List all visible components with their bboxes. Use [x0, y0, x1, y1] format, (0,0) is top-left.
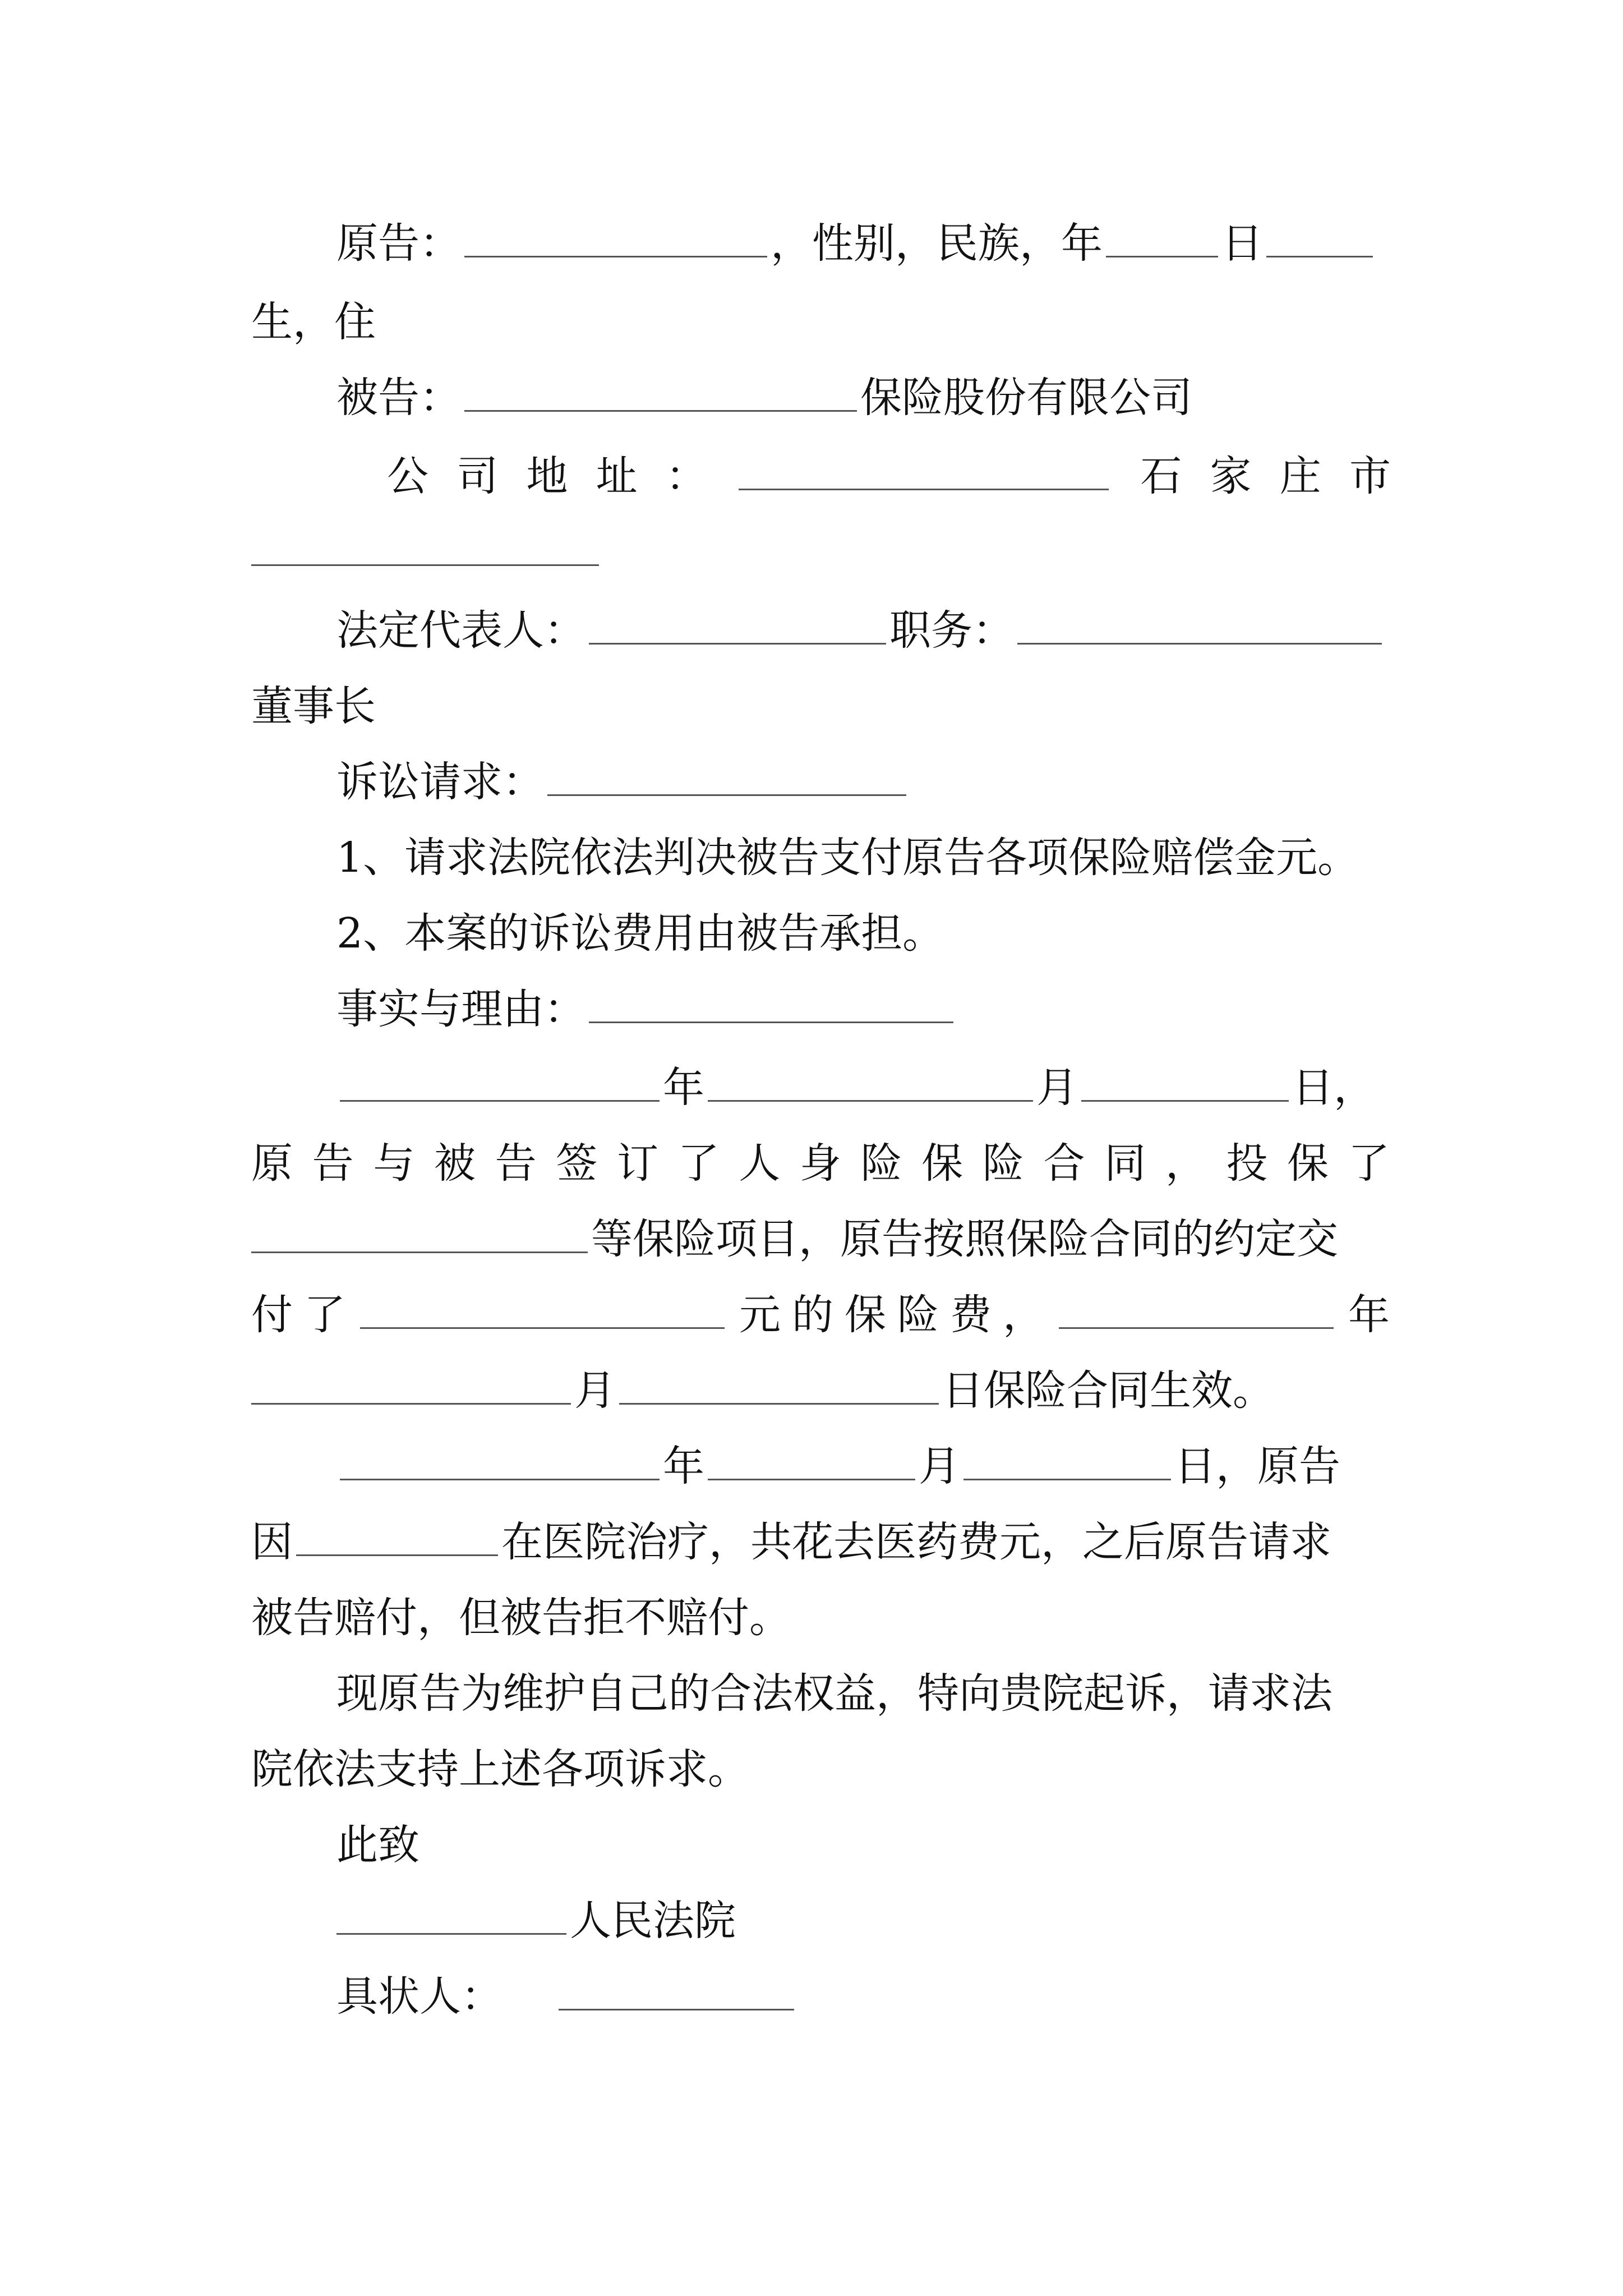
contract-char: 订 [616, 1139, 658, 1188]
legal-rep-line [336, 592, 1391, 669]
contract-char: 与 [373, 1139, 415, 1188]
salutation-line [336, 1806, 1391, 1884]
claim-1 [336, 819, 1391, 896]
contract-char: 保 [1287, 1139, 1329, 1188]
premium-amount-blank[interactable] [360, 1291, 725, 1329]
position-value: 董事长 [251, 682, 376, 730]
plaintiff-residence: 生，住 [251, 298, 376, 346]
year-char: 年 [1348, 1291, 1390, 1339]
premium-char: ， [1003, 1291, 1044, 1339]
contract-char: ， [1165, 1139, 1207, 1188]
claims-blank[interactable] [547, 758, 906, 796]
effective-day-blank[interactable] [619, 1367, 939, 1405]
address-char: ： [665, 452, 707, 500]
position-value-line [251, 668, 1390, 745]
facts-blank[interactable] [589, 986, 953, 1023]
year-char: 年 [663, 1064, 704, 1112]
effective-text: 日保险合同生效。 [942, 1366, 1274, 1415]
contract-month-blank[interactable] [708, 1064, 1033, 1102]
month-char: 月 [919, 1442, 960, 1490]
claims-label: 诉讼请求： [336, 758, 544, 806]
plaintiff-line [336, 205, 1391, 282]
contract-char: 同 [1104, 1139, 1146, 1188]
address-char: 地 [526, 452, 568, 500]
treatment-line [251, 1503, 1390, 1581]
contract-char: 被 [434, 1139, 476, 1188]
defendant-suffix: 保险股份有限公司 [860, 374, 1192, 422]
conclusion-text-2: 院依法支持上述各项诉求。 [251, 1745, 749, 1793]
effective-month-blank[interactable] [251, 1367, 571, 1405]
plaintiff-label: 原告： [336, 219, 461, 268]
city-char: 石 [1140, 452, 1182, 500]
plaintiff-info: ，性别，民族，年 [771, 219, 1103, 268]
legal-rep-label: 法定代表人： [336, 606, 585, 655]
position-blank[interactable] [1017, 607, 1382, 645]
salutation-text: 此致 [336, 1821, 419, 1869]
claim-2-text: 2、本案的诉讼费用由被告承担。 [336, 909, 944, 958]
insurance-items-text: 等保险项目，原告按照保险合同的约定交 [591, 1215, 1338, 1263]
contract-char: 投 [1226, 1139, 1268, 1188]
facts-label: 事实与理由： [336, 985, 585, 1033]
refusal-text: 被告赔付，但被告拒不赔付。 [251, 1594, 791, 1642]
city-char: 庄 [1279, 452, 1321, 500]
premium-char: 的 [792, 1291, 833, 1339]
premium-line [251, 1276, 1390, 1354]
conclusion-line-1 [336, 1655, 1391, 1732]
contract-char: 告 [495, 1139, 537, 1188]
legal-rep-blank[interactable] [589, 607, 886, 645]
court-line [336, 1882, 1391, 1959]
court-suffix: 人民法院 [570, 1897, 736, 1945]
signer-line [336, 1958, 1391, 2035]
contract-char: 身 [799, 1139, 841, 1188]
signer-label: 具状人： [336, 1972, 502, 2021]
signer-blank[interactable] [559, 1973, 794, 2010]
contract-char: 人 [739, 1139, 781, 1188]
refusal-line [251, 1579, 1390, 1657]
month-char: 月 [1036, 1064, 1078, 1112]
premium-char: 付 [251, 1291, 293, 1339]
city-char: 家 [1210, 452, 1252, 500]
defendant-line [336, 359, 1391, 436]
birth-day-blank[interactable] [1266, 220, 1373, 257]
birth-year-blank[interactable] [1106, 220, 1218, 257]
insurance-items-blank[interactable] [251, 1216, 588, 1253]
contract-year-blank[interactable] [340, 1064, 660, 1102]
facts-heading-line [336, 970, 1391, 1048]
illness-blank[interactable] [296, 1519, 498, 1556]
plaintiff-name-blank[interactable] [464, 220, 767, 257]
effective-year-blank[interactable] [1059, 1291, 1334, 1329]
contract-char: 合 [1043, 1139, 1085, 1188]
contract-char: 签 [556, 1139, 598, 1188]
claim-1-text: 1、请求法院依法判决被告支付原告各项保险赔偿金元。 [336, 834, 1359, 882]
address-detail-blank[interactable] [251, 528, 599, 566]
conclusion-line-2 [251, 1731, 1390, 1808]
address-continuation-line [251, 513, 1390, 591]
court-name-blank[interactable] [336, 1897, 566, 1935]
defendant-label: 被告： [336, 374, 461, 422]
city-char: 市 [1349, 452, 1391, 500]
contract-char: 了 [1348, 1139, 1390, 1188]
month-char: 月 [574, 1366, 616, 1415]
treatment-day-blank[interactable] [963, 1443, 1171, 1480]
treatment-text: 在医院治疗，共花去医药费元，之后原告请求 [501, 1518, 1331, 1566]
company-address-line [387, 438, 1391, 515]
address-char: 址 [596, 452, 638, 500]
premium-char: 险 [897, 1291, 939, 1339]
contract-char: 原 [251, 1139, 293, 1188]
conclusion-text-1: 现原告为维护自己的合法权益，特向贵院起诉，请求法 [336, 1669, 1332, 1718]
defendant-name-blank[interactable] [464, 374, 857, 412]
premium-char: 元 [739, 1291, 781, 1339]
treatment-day-text: 日，原告 [1174, 1442, 1340, 1490]
address-char: 公 [387, 452, 428, 500]
day-char: 日， [1292, 1064, 1375, 1112]
treatment-year-blank[interactable] [340, 1443, 660, 1480]
treatment-prefix: 因 [251, 1518, 293, 1566]
contract-char: 告 [312, 1139, 354, 1188]
premium-char: 了 [304, 1291, 345, 1339]
effective-date-line [251, 1352, 1390, 1429]
treatment-month-blank[interactable] [708, 1443, 915, 1480]
treatment-date-line [336, 1428, 1391, 1505]
contract-date-line [336, 1049, 1391, 1126]
contract-char: 保 [921, 1139, 963, 1188]
address-char: 司 [457, 452, 499, 500]
contract-char: 险 [860, 1139, 902, 1188]
year-char: 年 [663, 1442, 704, 1490]
plaintiff-day: 日 [1221, 219, 1263, 268]
plaintiff-residence-line [251, 283, 1390, 361]
contract-line [251, 1125, 1390, 1202]
premium-char: 保 [845, 1291, 886, 1339]
contract-char: 了 [677, 1139, 720, 1188]
position-label: 职务： [889, 606, 1014, 655]
contract-char: 险 [982, 1139, 1024, 1188]
claims-heading-line [336, 743, 1391, 821]
contract-day-blank[interactable] [1081, 1064, 1289, 1102]
premium-char: 费 [950, 1291, 992, 1339]
claim-2 [336, 895, 1391, 972]
address-blank[interactable] [739, 453, 1109, 490]
insurance-items-line [251, 1200, 1390, 1278]
